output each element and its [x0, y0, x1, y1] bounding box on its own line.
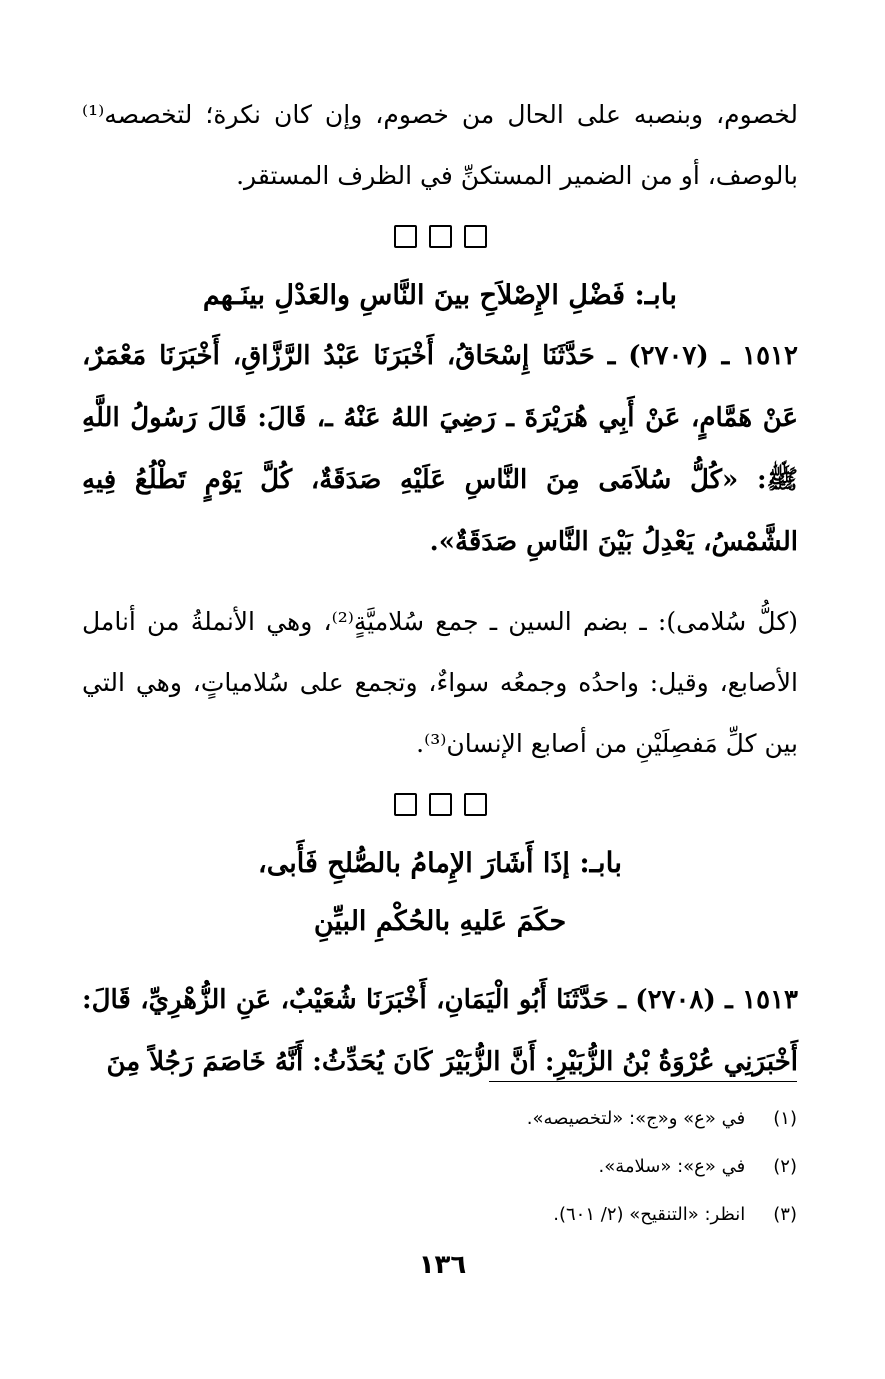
footnote-3	[97, 1191, 797, 1239]
footnote-separator	[489, 1081, 797, 1082]
footnote-2	[97, 1143, 797, 1191]
chapter-title-line-1: إذَا أَشَارَ الإِمامُ بالصُّلحِ فَأَبى،	[258, 848, 570, 879]
footnote-1	[97, 1095, 797, 1143]
footnote-number: (١)	[773, 1108, 797, 1129]
page-number: ١٣٦	[418, 1250, 467, 1280]
footnote-text: انظر: «التنقيح» (٢/ ٦٠١).	[553, 1204, 746, 1225]
footnote-text: في «ع» و«ج»: «لتخصيصه».	[526, 1108, 746, 1129]
chapter-prefix: بابـ:	[579, 846, 622, 879]
chapter-heading-1	[82, 266, 798, 325]
footnote-number: (٣)	[773, 1204, 797, 1225]
footnotes	[97, 1095, 797, 1239]
hadith-1513: ١٥١٣ ـ (٢٧٠٨) ـ حَدَّثَنَا أَبُو الْيَمَانِ، أَخْبَرَنَا شُعَيْبٌ، عَنِ الزُّهْرِيِّ، قَالَ: أَخْبَرَنِي عُرْوَةُ بْنُ الزُّبَيْرِ: أَنَّ الزُّبَيْرَ كَانَ يُحَدِّثُ: أَنَّهُ خَاصَمَ رَجُلاً مِنَ	[82, 985, 798, 1077]
section-divider-1	[82, 206, 798, 266]
chapter-heading-2-line-2: حكَمَ عَليهِ بالحُكْمِ البيِّنِ	[313, 906, 567, 937]
footnote-text: في «ع»: «سلامة».	[598, 1156, 746, 1177]
square-ornament-icon	[464, 225, 487, 248]
footnote-number: (٢)	[773, 1156, 797, 1177]
square-ornament-icon	[394, 225, 417, 248]
page-body	[82, 84, 798, 1093]
square-ornament-icon	[429, 225, 452, 248]
section-divider-2	[82, 774, 798, 834]
chapter-heading-2	[82, 834, 798, 893]
square-ornament-icon	[429, 793, 452, 816]
intro-paragraph: لخصوم، وبنصبه على الحال من خصوم، وإن كان نكرة؛ لتخصصه⁽¹⁾ بالوصف، أو من الضمير المستكنِّ في الظرف المستقر.	[82, 100, 798, 190]
square-ornament-icon	[464, 793, 487, 816]
square-ornament-icon	[394, 793, 417, 816]
chapter-prefix: بابـ:	[634, 278, 678, 311]
commentary-1512: (كلُّ سُلامى): ـ بضم السين ـ جمع سُلاميَّةٍ⁽²⁾، وهي الأنملةُ من أنامل الأصابع، وقيل: واحدُه وجمعُه سواءٌ، وتجمع على سُلامياتٍ، وهي التي بين كلِّ مَفصِلَيْنِ من أصابع الإنسان⁽³⁾.	[82, 607, 799, 758]
chapter-title: فَضْلِ الإِصْلاَحِ بينَ النَّاسِ والعَدْلِ بينَـهم	[202, 280, 626, 311]
hadith-1512: ١٥١٢ ـ (٢٧٠٧) ـ حَدَّثَنَا إِسْحَاقُ، أَخْبَرَنَا عَبْدُ الرَّزَّاقِ، أَخْبَرَنَا مَعْمَرٌ، عَنْ هَمَّامٍ، عَنْ أَبِي هُرَيْرَةَ ـ رَضِيَ اللهُ عَنْهُ ـ، قَالَ: قَالَ رَسُولُ اللَّهِ ﷺ: «كُلُّ سُلاَمَى مِنَ النَّاسِ عَلَيْهِ صَدَقَةٌ، كُلَّ يَوْمٍ تَطْلُعُ فِيهِ الشَّمْسُ، يَعْدِلُ بَيْنَ النَّاسِ صَدَقَةٌ».	[82, 341, 798, 557]
